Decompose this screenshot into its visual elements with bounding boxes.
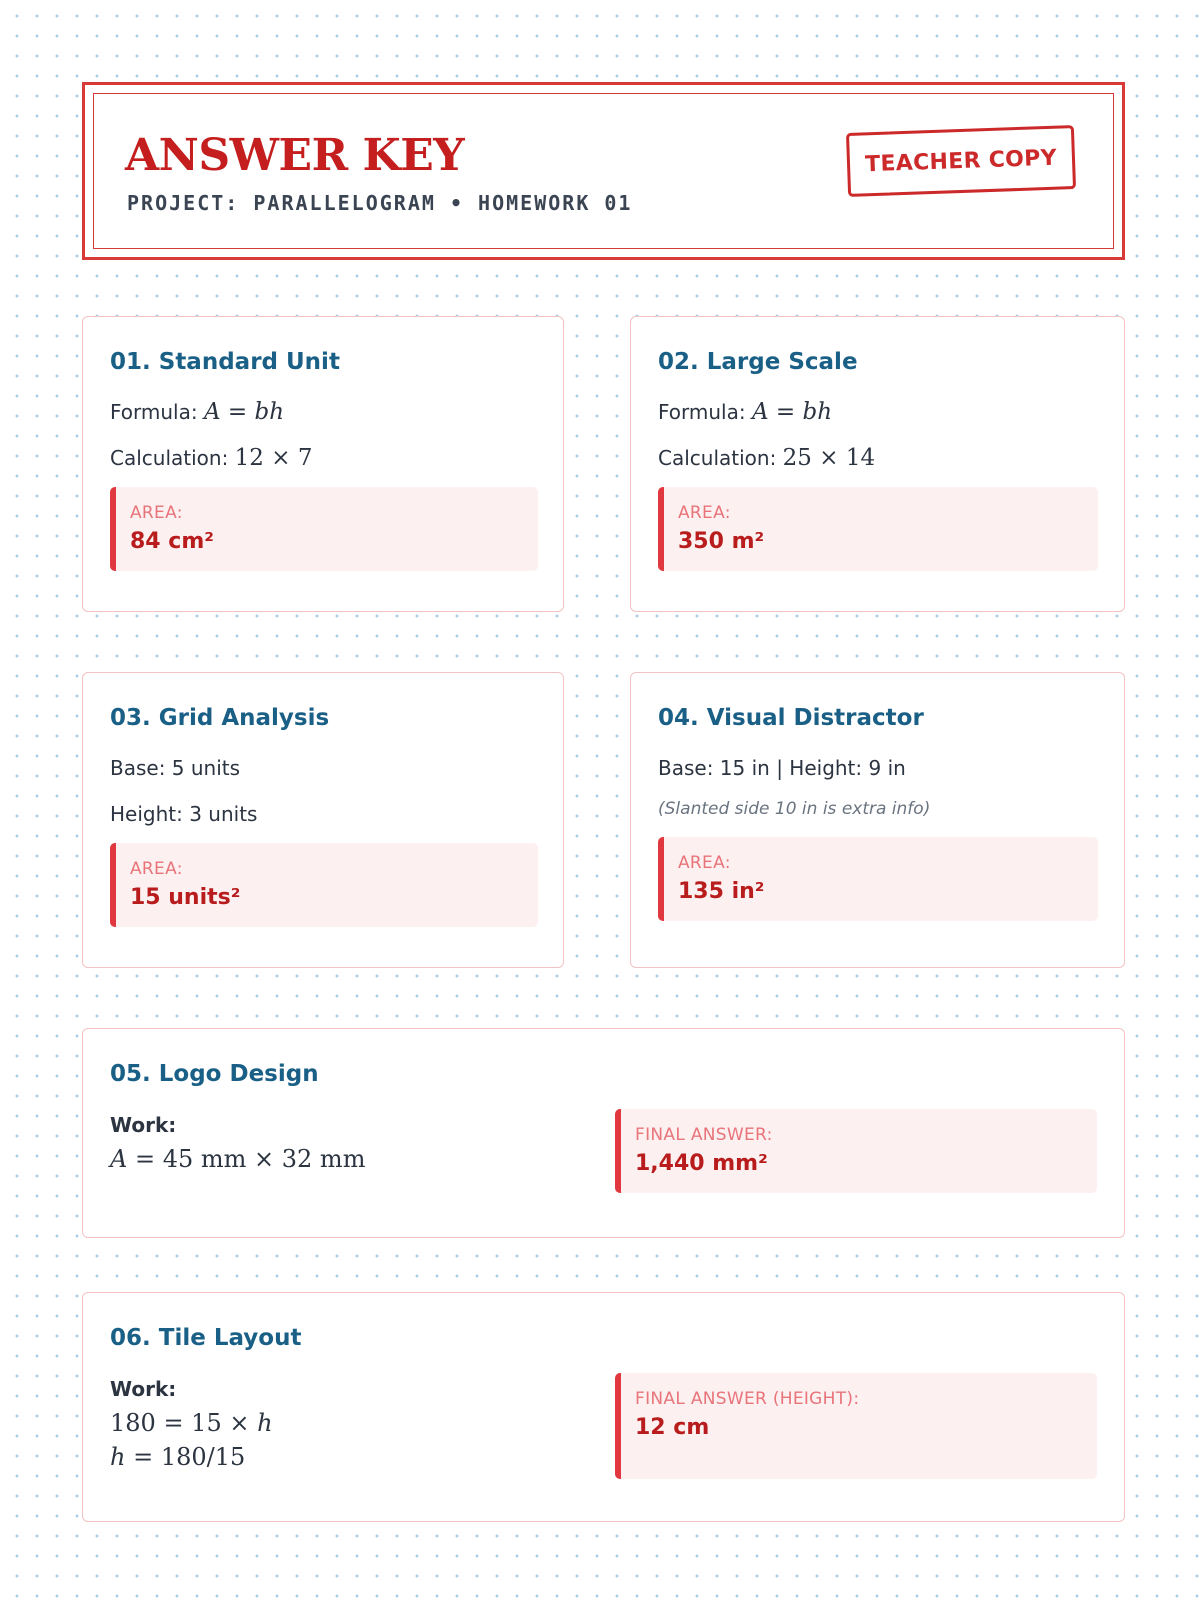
problem-title: 01. Standard Unit [110, 349, 340, 375]
answer-box [110, 487, 538, 571]
formula-line [658, 399, 832, 425]
answer-box [658, 487, 1098, 571]
answer-label: AREA: [130, 859, 183, 879]
height-line: Height: 3 units [110, 802, 258, 826]
problem-title: 06. Tile Layout [110, 1325, 302, 1351]
formula-label: Formula: [658, 400, 746, 424]
answer-key-page [82, 82, 1125, 1471]
dimensions-line: Base: 15 in | Height: 9 in [658, 756, 906, 780]
answer-value: 84 cm² [130, 529, 214, 554]
problem-card-04 [630, 672, 1125, 968]
formula-value: A = bh [751, 399, 833, 425]
problem-card-05 [82, 1028, 1125, 1238]
problem-card-02 [630, 316, 1125, 612]
problem-title: 03. Grid Analysis [110, 705, 330, 731]
page-title: ANSWER KEY [125, 130, 465, 181]
base-line: Base: 5 units [110, 756, 241, 780]
calculation-value: 25 × 14 [782, 445, 876, 471]
answer-value: 12 cm [635, 1415, 710, 1440]
teacher-copy-stamp: TEACHER COPY [846, 125, 1076, 197]
problem-card-03 [82, 672, 564, 968]
work-line: h = 180/15 [110, 1443, 246, 1471]
final-answer-box [615, 1109, 1097, 1193]
answer-label: AREA: [130, 503, 183, 523]
work-line: A = 45 mm × 32 mm [110, 1145, 366, 1173]
answer-label: AREA: [678, 853, 731, 873]
answer-value: 135 in² [678, 879, 765, 904]
calculation-label: Calculation: [110, 446, 229, 470]
work-label: Work: [110, 1113, 177, 1137]
answer-box [110, 843, 538, 927]
answer-box [658, 837, 1098, 921]
problem-title: 04. Visual Distractor [658, 705, 924, 731]
page-subtitle: PROJECT: PARALLELOGRAM • HOMEWORK 01 [127, 191, 633, 215]
work-line: 180 = 15 × h [110, 1409, 273, 1437]
problem-card-06 [82, 1292, 1125, 1522]
calculation-value: 12 × 7 [234, 445, 313, 471]
calculation-label: Calculation: [658, 446, 777, 470]
calculation-line [110, 445, 312, 471]
answer-label: AREA: [678, 503, 731, 523]
extra-info-note: (Slanted side 10 in is extra info) [658, 799, 931, 819]
problem-title: 02. Large Scale [658, 349, 858, 375]
work-label: Work: [110, 1377, 177, 1401]
answer-value: 350 m² [678, 529, 765, 554]
formula-label: Formula: [110, 400, 198, 424]
calculation-line [658, 445, 875, 471]
formula-line [110, 399, 284, 425]
answer-label: FINAL ANSWER: [635, 1125, 773, 1145]
formula-value: A = bh [203, 399, 285, 425]
problem-card-01 [82, 316, 564, 612]
problem-title: 05. Logo Design [110, 1061, 319, 1087]
answer-label: FINAL ANSWER (HEIGHT): [635, 1389, 860, 1409]
answer-value: 1,440 mm² [635, 1151, 768, 1176]
final-answer-box [615, 1373, 1097, 1479]
header-box [82, 82, 1125, 260]
answer-value: 15 units² [130, 885, 241, 910]
